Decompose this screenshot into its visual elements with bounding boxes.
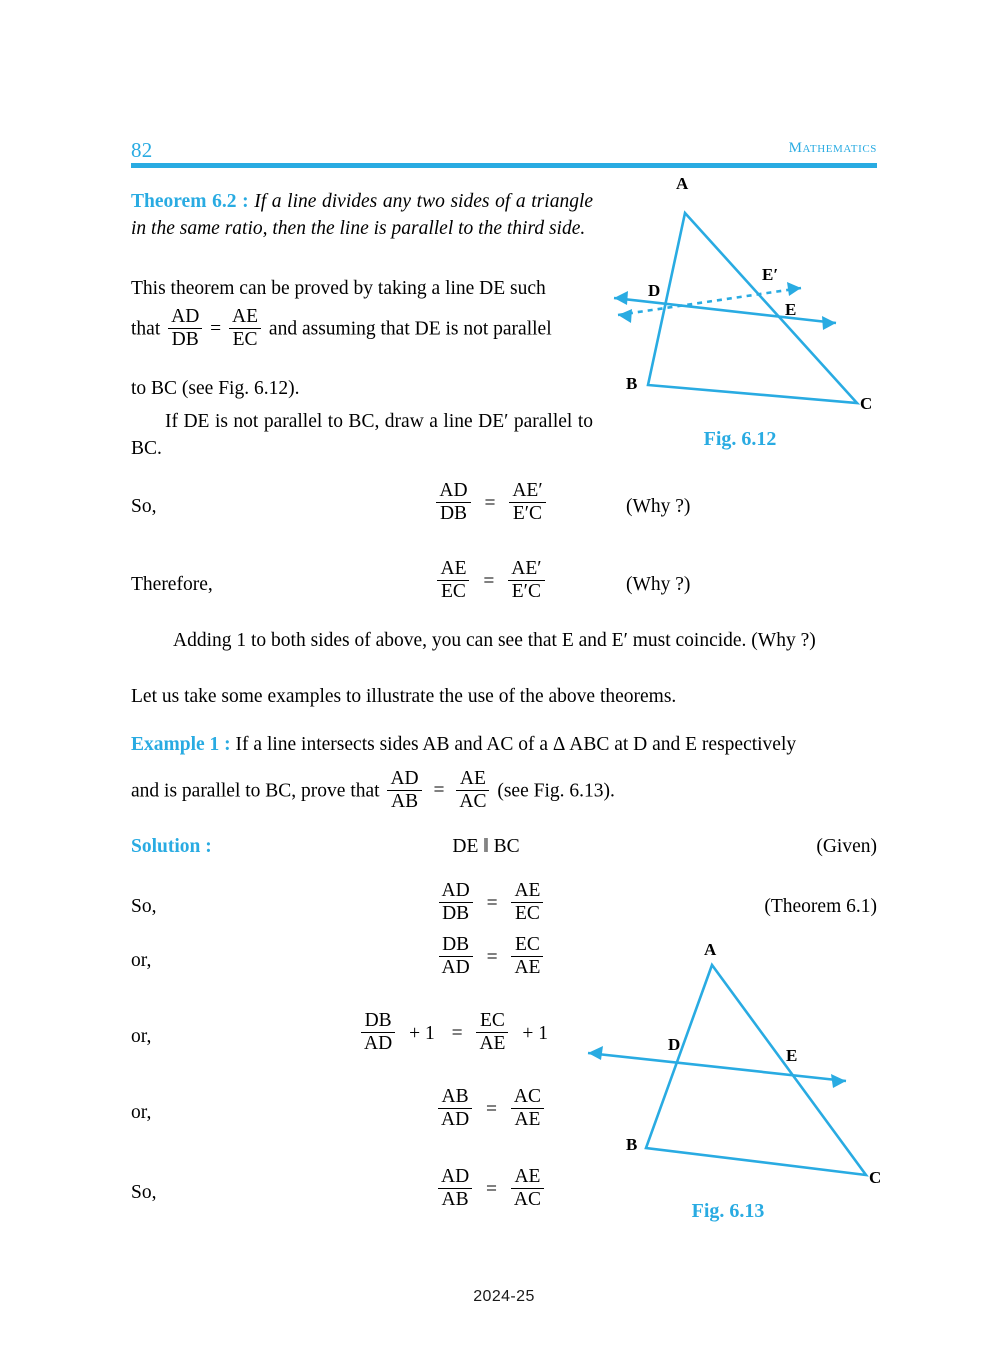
- equation-label: or,: [131, 1026, 152, 1047]
- figure-6-13-caption: Fig. 6.13: [691, 1200, 765, 1222]
- vertex-label-d: D: [648, 281, 661, 300]
- figure-6-13: [578, 930, 888, 1190]
- example-line2-post: (see Fig. 6.13).: [497, 780, 615, 802]
- fraction-denominator: EC: [232, 329, 258, 351]
- equals-sign: =: [451, 1022, 463, 1044]
- fraction-numerator: AE: [456, 769, 489, 791]
- fraction-denominator: AE: [479, 1033, 506, 1055]
- draw-line-text: If DE is not parallel to BC, draw a line DE′ parallel to BC.: [131, 411, 593, 459]
- fraction-rhs: [511, 935, 543, 979]
- proof-intro-line3: [131, 375, 593, 402]
- fraction-numerator: AE: [511, 881, 543, 903]
- equation-label: or,: [131, 950, 152, 971]
- fraction-ad-ab: [387, 769, 421, 813]
- example-line2-pre: and is parallel to BC, prove that: [131, 780, 380, 802]
- fraction-denominator: AE: [514, 1109, 541, 1131]
- fraction-numerator: AD: [168, 307, 202, 329]
- equation-label: So,: [131, 496, 157, 517]
- equation-note: (Why ?): [626, 574, 691, 595]
- vertex-label-c: C: [869, 1168, 882, 1187]
- proof-intro-pre: that: [131, 318, 161, 340]
- equals-sign: =: [486, 892, 498, 914]
- equals-sign: =: [486, 1178, 498, 1200]
- example-line1-text: If a line intersects sides AB and AC of a Δ ABC at D and E respectively: [235, 734, 797, 755]
- proof-intro-line3-text: to BC (see Fig. 6.12).: [131, 378, 300, 399]
- fraction-denominator: E′C: [511, 581, 541, 603]
- page-footer: 2024-25: [473, 1288, 535, 1305]
- fraction-numerator: DB: [361, 1011, 395, 1033]
- fraction-rhs: [508, 559, 544, 603]
- equals-sign: =: [210, 318, 222, 340]
- fraction-denominator: DB: [439, 503, 468, 525]
- vertex-label-a: A: [704, 940, 717, 959]
- figure-6-13-svg: [578, 930, 888, 1190]
- fraction-numerator: AD: [438, 1167, 472, 1189]
- given-statement: DE ‖ BC: [452, 836, 520, 857]
- figure-6-12: [596, 174, 896, 422]
- line-de-solid: [614, 298, 836, 323]
- arrowhead-left-icon: [588, 1046, 603, 1060]
- fraction-numerator: AE: [437, 559, 469, 581]
- fraction-lhs: [439, 881, 473, 925]
- equation-body: [341, 882, 641, 926]
- fraction-numerator: AE: [511, 1167, 544, 1189]
- example-line2: [131, 770, 883, 814]
- lhs-suffix: + 1: [409, 1022, 435, 1044]
- given-note: (Given): [816, 836, 877, 857]
- fraction-lhs: [361, 1011, 395, 1055]
- rhs-suffix: + 1: [522, 1022, 548, 1044]
- fraction-lhs: [438, 1167, 472, 1211]
- equals-sign: =: [486, 946, 498, 968]
- running-head: Mathematics: [788, 140, 877, 156]
- fraction-lhs: [438, 1087, 472, 1131]
- fraction-denominator: AD: [440, 1109, 470, 1131]
- fraction-lhs: [439, 935, 473, 979]
- fraction-denominator: EC: [514, 903, 540, 925]
- triangle-abc-path: [648, 213, 857, 403]
- fraction-numerator: AE′: [509, 481, 545, 503]
- draw-line-paragraph: [131, 408, 593, 462]
- fraction-denominator: E′C: [512, 503, 543, 525]
- equation-label: So,: [131, 1182, 157, 1203]
- adding-one-paragraph: [131, 627, 877, 654]
- example-line1: [131, 731, 883, 758]
- arrowhead-left-dashed-icon: [618, 309, 632, 323]
- fraction-numerator: AE′: [508, 559, 544, 581]
- equation-label: or,: [131, 1102, 152, 1123]
- proof-intro-line1: [131, 275, 593, 302]
- equals-sign: =: [483, 570, 495, 592]
- arrowhead-right-dashed-icon: [787, 282, 801, 296]
- example-lead: Example 1 :: [131, 734, 231, 755]
- equals-sign: =: [433, 780, 445, 802]
- vertex-label-b: B: [626, 374, 638, 393]
- equation-label: Therefore,: [131, 574, 213, 595]
- fraction-numerator: AE: [229, 307, 261, 329]
- fraction-denominator: EC: [441, 581, 466, 603]
- examples-intro-paragraph: [131, 683, 877, 710]
- fraction-lhs: [436, 481, 470, 525]
- proof-intro-line2: [131, 308, 601, 352]
- theorem-statement: [131, 188, 593, 242]
- vertex-label-b: B: [626, 1135, 638, 1154]
- equation-label: So,: [131, 896, 157, 917]
- fraction-rhs: [511, 1087, 544, 1131]
- fraction-numerator: AD: [436, 481, 470, 503]
- fraction-rhs: [476, 1011, 508, 1055]
- header-rule: [131, 163, 877, 168]
- arrowhead-left-solid-icon: [614, 291, 628, 305]
- page-number: 82: [131, 138, 153, 162]
- fraction-denominator: AD: [441, 957, 470, 979]
- vertex-label-e-prime: E′: [762, 265, 779, 284]
- equation-body: [341, 482, 641, 526]
- vertex-label-e: E: [786, 1046, 798, 1065]
- fraction-rhs: [511, 881, 543, 925]
- line-de: [588, 1053, 846, 1081]
- fraction-denominator: AD: [364, 1033, 393, 1055]
- fraction-ad-db: [168, 307, 202, 351]
- fraction-numerator: AD: [439, 881, 473, 903]
- fraction-denominator: AC: [513, 1189, 541, 1211]
- fraction-numerator: AB: [438, 1087, 472, 1109]
- proof-intro-post: and assuming that DE is not parallel: [268, 318, 552, 340]
- figure-6-12-caption: Fig. 6.12: [703, 428, 777, 450]
- solution-lead: Solution :: [131, 836, 212, 857]
- fraction-denominator: DB: [171, 329, 199, 351]
- fraction-denominator: DB: [442, 903, 470, 925]
- equation-body: [306, 1012, 606, 1056]
- adding-one-text: Adding 1 to both sides of above, you can see that E and E′ must coincide. (Why ?): [173, 630, 816, 651]
- theorem-body: If a line divides any two sides of a triangle in the same ratio, then the line is parallel to the third side.: [131, 191, 594, 239]
- equals-sign: =: [486, 1098, 498, 1120]
- fraction-rhs: [511, 1167, 544, 1211]
- fraction-ae-ac: [456, 769, 489, 813]
- fraction-numerator: DB: [439, 935, 473, 957]
- equals-sign: =: [484, 492, 496, 514]
- figure-6-12-svg: [596, 182, 896, 422]
- fraction-ae-ec: [229, 307, 261, 351]
- vertex-label-c: C: [860, 394, 873, 413]
- fraction-numerator: EC: [476, 1011, 508, 1033]
- fraction-numerator: EC: [511, 935, 543, 957]
- vertex-label-e: E: [785, 300, 797, 319]
- fraction-numerator: AD: [387, 769, 421, 791]
- fraction-denominator: AB: [441, 1189, 469, 1211]
- fraction-denominator: AE: [514, 957, 541, 979]
- fraction-denominator: AC: [459, 791, 487, 813]
- equation-note: (Why ?): [626, 496, 691, 517]
- vertex-label-a: A: [676, 174, 689, 193]
- theorem-lead: Theorem 6.2 :: [131, 191, 249, 212]
- vertex-label-d: D: [668, 1035, 681, 1054]
- equation-note: (Theorem 6.1): [764, 896, 877, 917]
- fraction-denominator: AB: [390, 791, 419, 813]
- equation-body: [341, 560, 641, 604]
- fraction-lhs: [437, 559, 469, 603]
- fraction-numerator: AC: [511, 1087, 544, 1109]
- fraction-rhs: [509, 481, 545, 525]
- arrowhead-right-icon: [831, 1074, 846, 1088]
- proof-intro-line1-text: This theorem can be proved by taking a line DE such: [131, 278, 546, 299]
- examples-intro-text: Let us take some examples to illustrate the use of the above theorems.: [131, 686, 677, 707]
- arrowhead-right-solid-icon: [822, 316, 836, 330]
